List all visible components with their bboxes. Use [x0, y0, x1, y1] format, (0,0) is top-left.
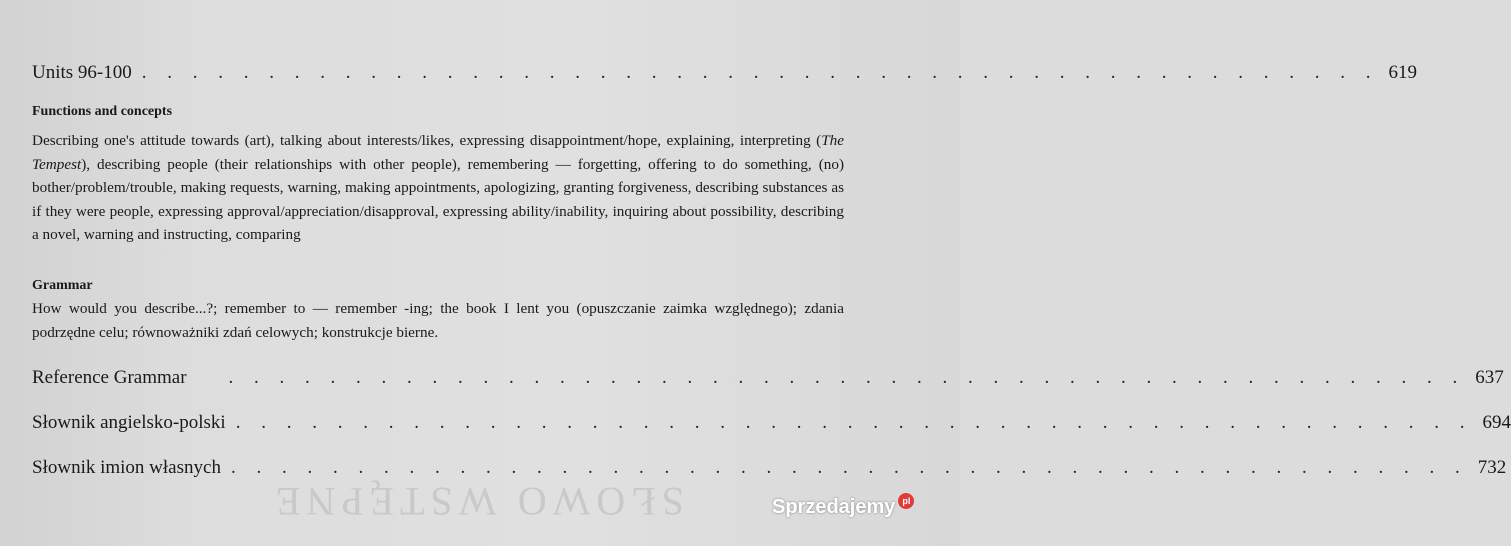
toc-entry-units	[32, 62, 1417, 84]
grammar-heading: Grammar	[32, 278, 93, 293]
watermark-logo	[772, 496, 914, 519]
functions-paragraph	[32, 129, 844, 247]
toc-entry-page: 637	[1475, 367, 1504, 388]
watermark-text: Sprzedajemy	[772, 496, 896, 518]
functions-text-italic: The Tempest	[32, 132, 844, 173]
toc-entry-title: Reference Grammar	[32, 367, 187, 388]
functions-text-part1: Describing one's attitude towards (art), talking about interests/likes, expressing disappointment/hope, explaining, interpreting (	[32, 132, 822, 149]
toc-entry-title: Units 96-100	[32, 62, 132, 83]
grammar-paragraph: How would you describe...?; remember to — remember -ing; the book I lent you (opuszczanie zaimka względnego); zdania podrzędne celu; równoważniki zdań celowych; konstrukcje bierne.	[32, 300, 844, 341]
toc-entry-page: 732	[1477, 457, 1507, 478]
toc-leader-dots: . . . . . . . . . . . . . . . . . . . . . . . . . . . . . . . . . . . . . . . . . . . . . . . . .	[141, 62, 1379, 83]
toc-entry-title: Słownik imion własnych	[32, 457, 221, 478]
functions-heading: Functions and concepts	[32, 104, 173, 119]
toc-entry-reference-grammar	[32, 367, 1504, 389]
toc-leader-dots: . . . . . . . . . . . . . . . . . . . . . . . . . . . . . . . . . . . . . . . . . . . . . . . . .	[235, 412, 1473, 433]
functions-text-part2: ), describing people (their relationships with other people), remembering — forgetting, offering to do something, (no) bother/problem/trouble, making requests, warning, making appointments, apologizing, granting forgiveness, describing substances as if they were people, expressing approval/appreciation/disapproval, expressing ability/inability, inquiring about possibility, describing a novel, warning and instructing, comparing	[32, 155, 844, 244]
bleed-through-text: SŁOWO WSTĘPNE	[270, 479, 684, 524]
toc-leader-dots: . . . . . . . . . . . . . . . . . . . . . . . . . . . . . . . . . . . . . . . . . . . . . . . . .	[230, 457, 1468, 478]
watermark-badge-icon: pl	[898, 493, 914, 509]
toc-entry-page: 694	[1482, 412, 1511, 433]
toc-leader-dots: . . . . . . . . . . . . . . . . . . . . . . . . . . . . . . . . . . . . . . . . . . . . . . . . .	[228, 367, 1466, 388]
toc-entry-page: 619	[1388, 62, 1417, 83]
toc-entry-title: Słownik angielsko-polski	[32, 412, 226, 433]
toc-entry-slownik-imion	[32, 457, 1507, 479]
toc-entry-slownik	[32, 412, 1511, 434]
